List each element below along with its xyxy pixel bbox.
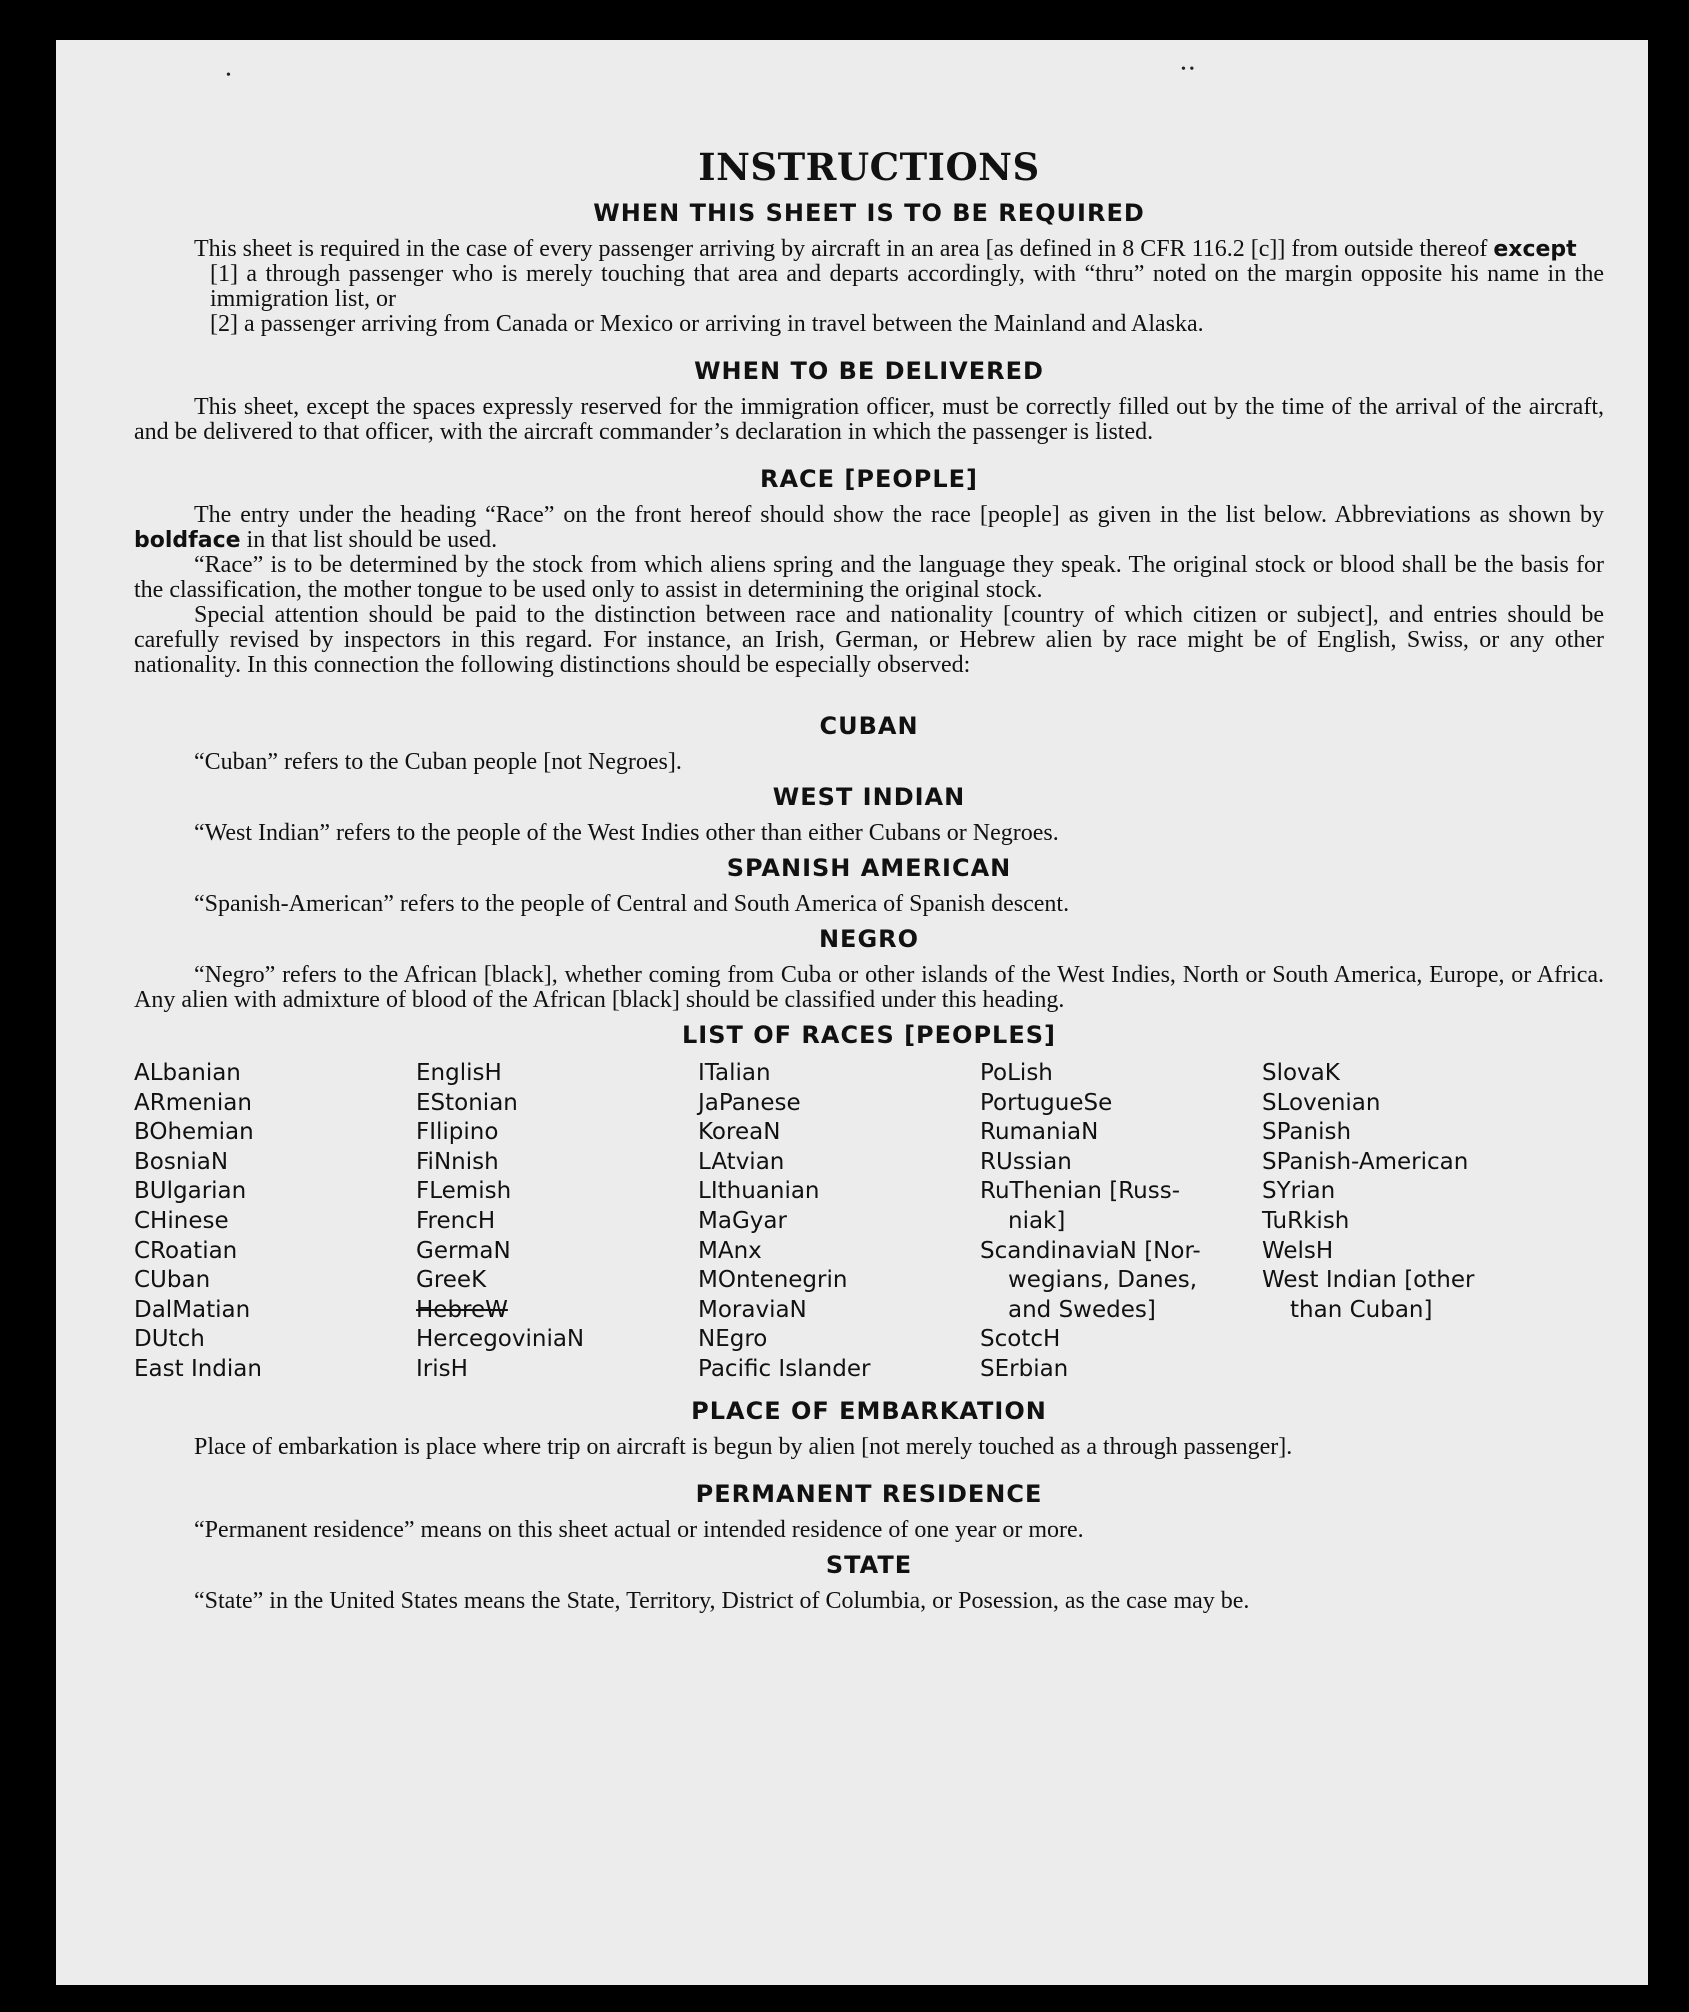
race-item: NEgro — [698, 1326, 768, 1353]
race-item: East Indian — [134, 1355, 262, 1382]
embarkation-paragraph: Place of embarkation is place where trip on aircraft is begun by alien [not merely touched as a through passenger]. — [194, 1433, 1293, 1460]
race-list — [134, 1059, 1604, 1385]
section-heading-cuban: CUBAN — [819, 712, 919, 740]
race-item-continued: and Swedes] — [1008, 1296, 1156, 1323]
race-item: FrencH — [416, 1207, 496, 1234]
race-item: BOhemian — [134, 1119, 254, 1146]
section-heading-residence: PERMANENT RESIDENCE — [695, 1479, 1043, 1508]
cuban-paragraph: “Cuban” refers to the Cuban people [not Negroes]. — [194, 749, 682, 775]
race-item: SPanish-American — [1262, 1148, 1469, 1175]
race-item: SErbian — [980, 1355, 1069, 1382]
race-item: ITalian — [698, 1060, 771, 1086]
section-heading-race-list: LIST OF RACES [PEOPLES] — [682, 1021, 1056, 1049]
race-item: ScandinaviaN [Nor- — [980, 1237, 1201, 1264]
race-item: LIthuanian — [698, 1178, 820, 1205]
race-item: DUtch — [134, 1326, 205, 1353]
section-heading-required: WHEN THIS SHEET IS TO BE REQUIRED — [593, 199, 1145, 227]
race-column-4 — [980, 1059, 1262, 1385]
race-item: CUban — [134, 1267, 211, 1294]
race-item: MOntenegrin — [698, 1267, 848, 1294]
race-item: SLovenian — [1262, 1089, 1381, 1116]
race-item: MAnx — [698, 1237, 762, 1264]
race-item: CHinese — [134, 1207, 229, 1234]
race-item: WelsH — [1262, 1237, 1334, 1264]
page-title: INSTRUCTIONS — [698, 145, 1040, 189]
race-item: GreeK — [416, 1267, 487, 1294]
race-item: ALbanian — [134, 1060, 241, 1086]
race-item: ARmenian — [134, 1089, 252, 1116]
section-heading-delivered: WHEN TO BE DELIVERED — [694, 357, 1044, 385]
section-heading-west-indian: WEST INDIAN — [772, 783, 966, 811]
race-item: IrisH — [416, 1355, 468, 1382]
race-item: EStonian — [416, 1089, 518, 1116]
race-item: RuThenian [Russ- — [980, 1178, 1181, 1205]
spanish-american-paragraph: “Spanish-American” refers to the people of Central and South America of Spanish descent. — [194, 891, 1070, 917]
state-paragraph: “State” in the United States means the State, Territory, District of Columbia, or Posession, as the case may be. — [194, 1587, 1250, 1614]
race-item: SYrian — [1262, 1178, 1336, 1205]
race-item: MoraviaN — [698, 1296, 807, 1323]
race-column-2 — [416, 1059, 698, 1385]
residence-paragraph: “Permanent residence” means on this sheet actual or intended residence of one year or more. — [194, 1516, 1084, 1543]
race-item: West Indian [other — [1262, 1267, 1475, 1294]
speck: • — [226, 68, 231, 83]
race-item: DalMatian — [134, 1296, 251, 1323]
race-item: FiNnish — [416, 1148, 499, 1175]
race-item: BUlgarian — [134, 1178, 247, 1205]
race-item-continued: than Cuban] — [1290, 1296, 1433, 1323]
race-item: PortugueSe — [980, 1089, 1113, 1116]
race-item: BosniaN — [134, 1148, 229, 1175]
section-heading-embarkation: PLACE OF EMBARKATION — [691, 1396, 1047, 1425]
race-item: FIlipino — [416, 1119, 499, 1146]
west-indian-paragraph: “West Indian” refers to the people of the West Indies other than either Cubans or Negroes. — [194, 820, 1059, 846]
race-item: KoreaN — [698, 1119, 781, 1146]
race-item: LAtvian — [698, 1148, 785, 1175]
delivered-paragraph: This sheet, except the spaces expressly reserved for the immigration officer, must be correctly filled out by the time of the arrival of the aircraft, and be delivered to that officer, with the aircraft commander’s declaration in which the passenger is listed. — [134, 394, 1604, 445]
race-item: Pacific Islander — [698, 1355, 871, 1382]
race-item: MaGyar — [698, 1207, 787, 1234]
race-item: RumaniaN — [980, 1119, 1099, 1146]
race-item: GermaN — [416, 1237, 511, 1264]
race-column-5 — [1262, 1059, 1544, 1385]
race-item-continued: niak] — [1008, 1207, 1066, 1234]
section-heading-state: STATE — [825, 1550, 913, 1579]
speck: • • — [1181, 62, 1195, 77]
race-item: TuRkish — [1262, 1207, 1350, 1234]
exception-item-2: [2] a passenger arriving from Canada or Mexico or arriving in travel between the Mainland and Alaska. — [210, 311, 1204, 337]
section-heading-negro: NEGRO — [818, 925, 920, 953]
race-item: FLemish — [416, 1178, 512, 1205]
required-paragraph: This sheet is required in the case of every passenger arriving by aircraft in an area [as defined in 8 CFR 116.2 [c]] from outside thereof except — [194, 236, 1577, 262]
race-item: JaPanese — [698, 1089, 801, 1116]
negro-paragraph: “Negro” refers to the African [black], whether coming from Cuba or other islands of the West Indies, North or South America, Europe, or Africa. Any alien with admixture of blood of the African [black] should be classified under this heading. — [134, 962, 1604, 1013]
section-heading-race: RACE [PEOPLE] — [759, 465, 979, 493]
race-item: HercegoviniaN — [416, 1326, 585, 1353]
race-item: SPanish — [1262, 1119, 1352, 1146]
race-column-3 — [698, 1059, 980, 1385]
instructions-content — [134, 145, 1604, 1614]
race-paragraph-1: The entry under the heading “Race” on the front hereof should show the race [people] as given in the list below. Abbreviations as shown by boldface in that list should be used. — [134, 502, 1604, 553]
race-item-struck: HebreW — [416, 1296, 508, 1323]
race-column-1 — [134, 1059, 416, 1385]
exception-item-1: [1] a through passenger who is merely touching that area and departs accordingly, with “thru” noted on the margin opposite his name in the immigration list, or — [210, 261, 1604, 312]
race-item: ScotcH — [980, 1326, 1061, 1353]
document-sheet — [56, 40, 1648, 1985]
race-item: SlovaK — [1262, 1060, 1340, 1086]
race-item-continued: wegians, Danes, — [1008, 1267, 1198, 1294]
section-heading-spanish-american: SPANISH AMERICAN — [726, 854, 1012, 882]
race-item: CRoatian — [134, 1237, 238, 1264]
race-paragraph-2: “Race” is to be determined by the stock from which aliens spring and the language they speak. The original stock or blood shall be the basis for the classification, the mother tongue to be used only to assist in determining the original stock. — [134, 552, 1604, 603]
race-item: PoLish — [980, 1060, 1053, 1086]
race-paragraph-3: Special attention should be paid to the distinction between race and nationality [country of which citizen or subject], and entries should be carefully revised by inspectors in this regard. For instance, an Irish, German, or Hebrew alien by race might be of English, Swiss, or any other nationality. In this connection the following distinctions should be especially observed: — [134, 602, 1604, 678]
race-item: RUssian — [980, 1148, 1072, 1175]
race-item: EnglisH — [416, 1060, 502, 1086]
